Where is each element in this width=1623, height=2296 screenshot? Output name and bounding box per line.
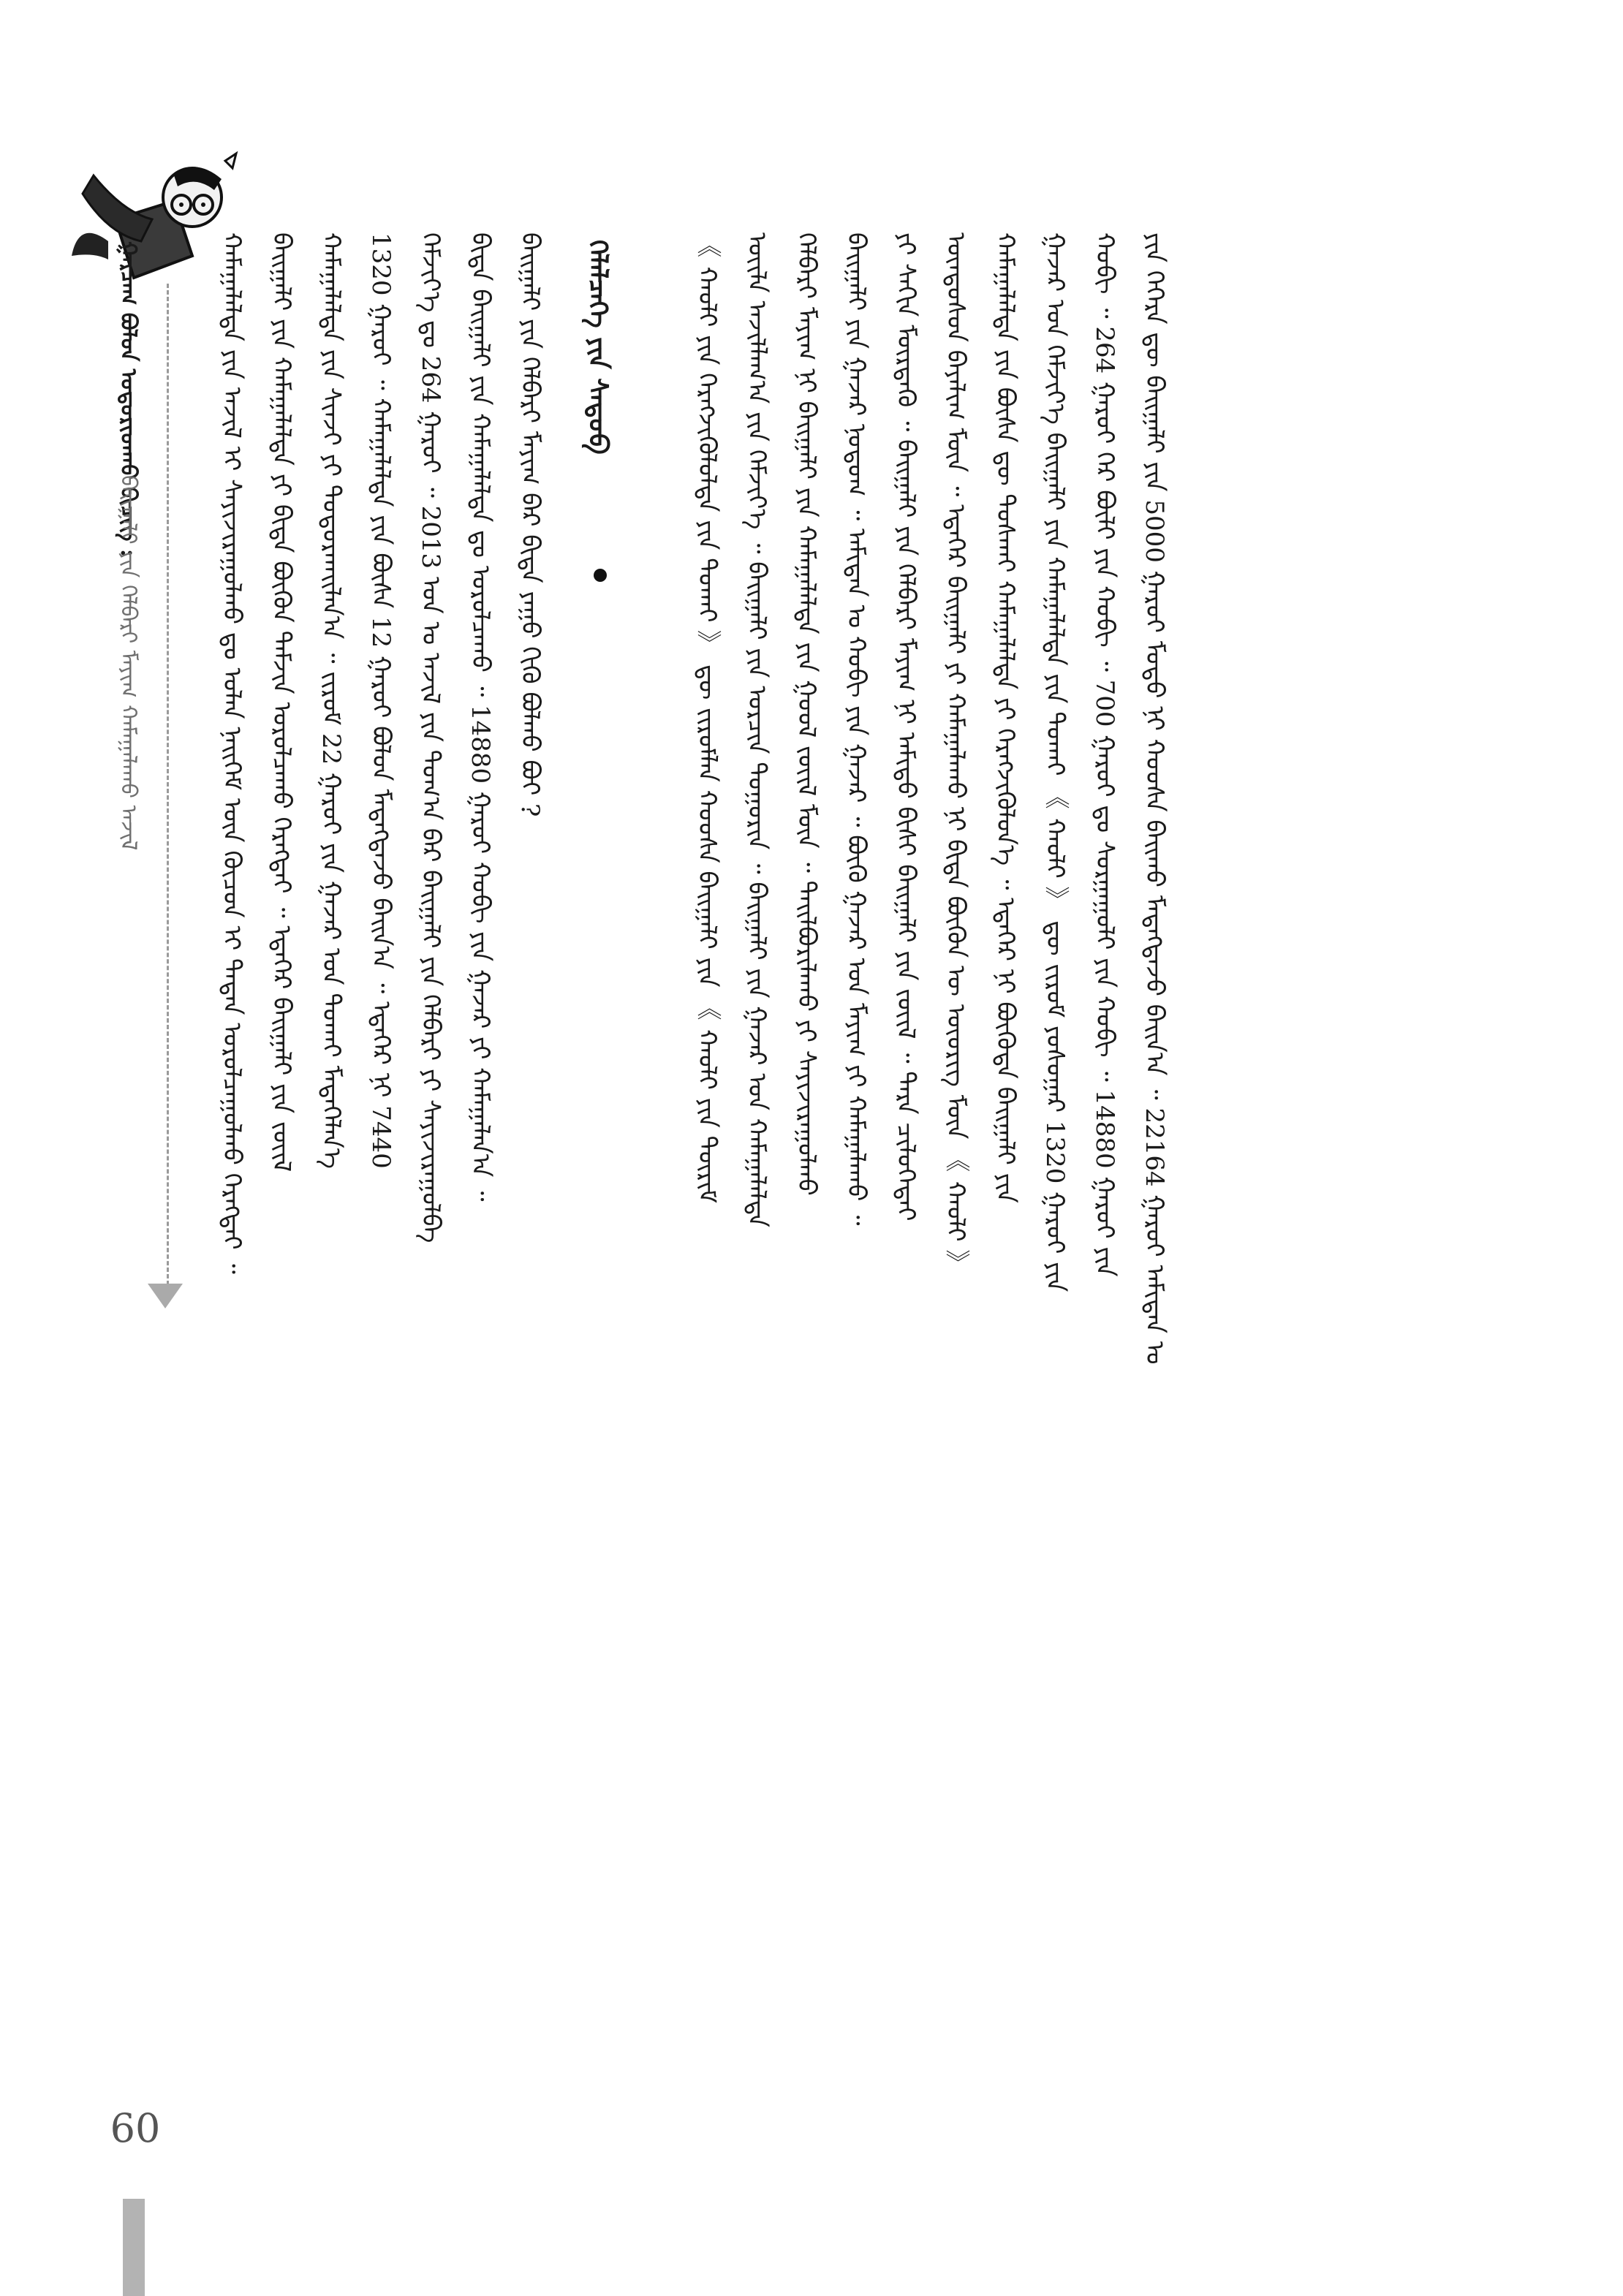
paragraph-1-line: ᠬᠡᠯᠪᠡᠷᠢ ᠮᠠᠶᠢᠭ ᠨᠢ ᠪᠠᠢᠭᠠᠯᠢ ᠶᠢᠨ ᠬᠠᠮᠠᠭᠠᠯᠠᠯᠲᠠ ᠶᠢᠨ ᠭᠣᠣᠯ ᠵᠦᠢᠯ ᠮᠥᠨ ᠃ ᠲᠠᠢᠯᠪᠤᠷᠢᠯᠠᠬᠤ ᠶᠢ ᠰᠠᠶᠢᠵᠢᠷᠠᠭᠤᠯᠬᠤ — [792, 232, 821, 1196]
paragraph-1-line: ᠬᠤᠪᠢ ᠃ 264 ᠭᠠᠷᠤᠢ ᠭᠡᠷ ᠪᠦᠯᠢ ᠶᠢᠨ ᠬᠤᠪᠢ ᠃ 700 ᠭᠠᠷᠤᠢ ᠳᠤ ᠰᠤᠷᠭᠠᠭᠤᠯᠢ ᠶᠢᠨ ᠬᠤᠪᠢ ᠃ 14880 ᠭᠠᠷᠤᠢ ᠶᠢᠨ — [1090, 232, 1119, 1277]
paragraph-2-line: ᠪᠠᠢᠭᠠᠯᠢ ᠶᠢᠨ ᠬᠠᠮᠠᠭᠠᠯᠠᠯᠲᠠ ᠶᠢ ᠪᠢᠳᠡ ᠪᠦᠬᠦᠨ ᠳᠡᠮᠵᠢᠨ ᠣᠷᠤᠯᠴᠠᠬᠤ ᠬᠡᠷᠡᠭᠲᠡᠢ ᠃ ᠡᠳᠡᠭᠡᠷ ᠪᠠᠢᠭᠠᠯᠢ ᠶᠢᠨ ᠵᠦᠢᠯ — [267, 232, 296, 1172]
paragraph-1-line: 《 ᠬᠠᠤᠯᠢ ᠶᠢᠨ ᠬᠡᠷᠡᠭᠵᠢᠭᠦᠯᠦᠯᠲᠡ ᠶᠢᠨ ᠲᠤᠬᠠᠢ 》 ᠳᠦ ᠵᠢᠷᠤᠮᠯᠠᠨ ᠬᠣᠣᠰᠠ ᠪᠠᠢᠭᠠᠯᠢ ᠶᠢᠨ 《 ᠬᠠᠤᠯᠢ ᠶᠢᠨ ᠳᠦᠷᠢᠮ — [692, 232, 722, 1203]
paragraph-2-line: ᠬᠡᠮᠵᠢᠶ᠎ᠡ ᠳᠤ 264 ᠭᠠᠷᠤᠢ ᠃ 2013 ᠣᠨ ᠤ ᠠᠵᠢᠯ ᠶᠢᠨ ᠲᠣᠭ᠎ᠠ ᠪᠠᠷ ᠪᠠᠢᠭᠠᠯᠢ ᠶᠢᠨ ᠬᠡᠯᠪᠡᠷᠢ ᠶᠢ ᠰᠠᠶᠢᠵᠢᠷᠠᠭᠤᠯᠪᠠ — [416, 232, 445, 1243]
running-header-subtitle: ᠪᠠᠢᠭᠠᠯᠢ ᠶᠢᠨ ᠬᠡᠯᠪᠡᠷᠢ ᠮᠠᠶᠢᠭ ᠬᠠᠮᠠᠭᠠᠯᠠᠬᠤ ᠠᠵᠢᠯ — [116, 475, 141, 851]
paragraph-1-line: ᠶᠢᠨ ᠬᠡᠭᠡᠷᠡ ᠳᠦ ᠪᠠᠢᠭᠠᠯᠢ ᠶᠢᠨ 5000 ᠭᠠᠷᠤᠢ ᠮᠣᠳᠤ ᠨᠢ ᠬᠣᠣᠰᠠ ᠪᠠᠢᠬᠤ ᠮᠡᠳᠡᠭᠳᠡᠵᠦ ᠪᠠᠢᠨ᠎ᠠ ᠃ 22164 ᠭᠠᠷᠤᠢ ᠠᠮᠢᠲᠠᠨ ᠤ — [1140, 232, 1169, 1365]
running-header-title: ᠭᠠᠷᠴᠠᠭ ᠪᠣᠯᠤᠨ ᠤᠳᠤᠷᠢᠳᠬᠤ ᠪᠢᠴᠢᠭ : — [116, 241, 141, 557]
paragraph-2-line: ᠬᠠᠮᠠᠭᠠᠯᠠᠯᠲᠠ ᠶᠢᠨ ᠰᠢᠨᠵᠢ ᠶᠢ ᠲᠣᠳᠤᠷᠬᠠᠢᠯᠠᠨ᠎ᠠ ᠃ ᠵᠢᠷᠤᠮ 22 ᠭᠠᠷᠤᠢ ᠶᠢᠨ ᠭᠠᠵᠠᠷ ᠤᠨ ᠲᠤᠬᠠᠢ ᠮᠡᠳᠡᠭᠡᠯᠡᠨ᠎ᠡ — [317, 232, 346, 1169]
paragraph-2-line: ᠪᠢᠳᠡ ᠪᠠᠢᠭᠠᠯᠢ ᠶᠢᠨ ᠬᠠᠮᠠᠭᠠᠯᠠᠯᠲᠠ ᠳᠤ ᠣᠷᠤᠯᠴᠠᠬᠤ ᠃ 14880 ᠭᠠᠷᠤᠢ ᠬᠤᠪᠢ ᠶᠢᠨ ᠭᠠᠵᠠᠷ ᠶᠢ ᠬᠠᠮᠠᠭᠠᠯᠠᠨ᠎ᠠ ᠃ — [466, 232, 495, 1202]
paragraph-2-line: ᠬᠠᠮᠠᠭᠠᠯᠠᠯᠲᠠ ᠶᠢᠨ ᠠᠵᠢᠯ ᠢ ᠰᠠᠶᠢᠵᠢᠷᠠᠭᠤᠯᠬᠤ ᠳᠤ ᠣᠯᠠᠨ ᠨᠡᠢᠭᠡᠮ ᠦᠨ ᠬᠦᠴᠦᠨ ᠢ ᠲᠠᠲᠠᠨ ᠣᠷᠤᠯᠴᠠᠭᠤᠯᠬᠤ ᠬᠡᠷᠡᠭᠲᠡᠢ ᠃ — [217, 232, 246, 1274]
paragraph-1-line: ᠬᠠᠮᠠᠭᠠᠯᠠᠯᠲᠠ ᠶᠢᠨ ᠪᠦᠰᠡ ᠳᠦ ᠲᠤᠰᠬᠠᠢ ᠬᠠᠮᠠᠭᠠᠯᠠᠯᠲᠠ ᠶᠢ ᠬᠡᠷᠡᠭᠵᠢᠭᠦᠯᠦᠨ᠎ᠡ ᠃ ᠡᠳᠡᠭᠡᠷ ᠨᠢ ᠪᠦᠭᠦᠳᠡ ᠪᠠᠢᠭᠠᠯᠢ ᠶᠢᠨ — [991, 232, 1020, 1203]
paragraph-1-line: ᠦᠢᠯᠡ ᠠᠵᠢᠯᠯᠠᠭ᠎ᠠ ᠶᠢᠨ ᠬᠡᠮᠵᠢᠶ᠎ᠡ ᠃ ᠪᠠᠢᠭᠠᠯᠢ ᠶᠢᠨ ᠣᠷᠴᠢᠨ ᠲᠣᠭᠣᠷᠢᠨ ᠃ ᠪᠠᠢᠭᠠᠯᠢ ᠶᠢᠨ ᠭᠠᠵᠠᠷ ᠤᠨ ᠬᠠᠮᠠᠭᠠᠯᠠᠯᠲᠠ — [742, 232, 771, 1227]
paragraph-2-line: 1320 ᠭᠠᠷᠤᠢ ᠃ ᠬᠠᠮᠠᠭᠠᠯᠠᠯᠲᠠ ᠶᠢᠨ ᠪᠦᠰᠡ 12 ᠭᠠᠷᠤᠢ ᠪᠣᠯᠤᠨ ᠮᠡᠳᠡᠭᠳᠡᠵᠦ ᠪᠠᠢᠨ᠎ᠠ ᠃ ᠡᠳᠡᠭᠡᠷ ᠨᠢ 7440 — [366, 232, 396, 1169]
paragraph-2-line: ᠪᠠᠢᠭᠠᠯᠢ ᠶᠢᠨ ᠬᠡᠯᠪᠡᠷᠢ ᠮᠠᠶᠢᠭ ᠪᠠᠷ ᠪᠢᠳᠡ ᠶᠠᠭᠤ ᠬᠢᠬᠦ ᠪᠣᠯᠬᠤ ᠪᠤᠢ ? — [515, 232, 545, 817]
bullet-icon — [594, 569, 607, 582]
page-edge-bar — [123, 2199, 145, 2296]
paragraph-1-line: ᠦᠨᠳᠦᠰᠦᠨ ᠪᠠᠶᠠᠯᠢᠭ ᠮᠥᠨ ᠃ ᠡᠳᠡᠭᠡᠷ ᠪᠠᠢᠭᠠᠯᠢ ᠶᠢ ᠬᠠᠮᠠᠭᠠᠯᠠᠬᠤ ᠨᠢ ᠪᠢᠳᠡ ᠪᠦᠬᠦᠨ ᠦ ᠦᠦᠷᠢᠭ ᠮᠥᠨ 《 ᠬᠠᠤᠯᠢ 》 — [941, 232, 970, 1276]
paragraph-1-line: ᠭᠠᠵᠠᠷ ᠤᠨ ᠬᠡᠮᠵᠢᠶ᠎ᠡ ᠪᠠᠢᠭᠠᠯᠢ ᠶᠢᠨ ᠬᠠᠮᠠᠭᠠᠯᠠᠯᠲᠠ ᠶᠢᠨ ᠲᠤᠬᠠᠢ 《 ᠬᠠᠤᠯᠢ 》 ᠳᠦ ᠵᠢᠷᠤᠮ ᠶᠣᠰᠣᠭᠠᠷ 1320 ᠭᠠᠷᠤᠢ ᠶᠢᠨ — [1040, 232, 1070, 1292]
header-arrow-icon — [148, 1284, 183, 1308]
page-number: 60 — [110, 2105, 161, 2151]
cartoon-mascot-icon — [64, 132, 240, 300]
paragraph-1-line: ᠶᠢ ᠰᠠᠬᠢᠨ ᠮᠥᠷᠳᠡᠭᠦ ᠃ ᠪᠠᠢᠭᠠᠯᠢ ᠶᠢᠨ ᠬᠡᠯᠪᠡᠷᠢ ᠮᠠᠶᠢᠭ ᠨᠢ ᠠᠮᠢᠳᠤ ᠪᠢᠰᠢ ᠪᠠᠢᠭᠠᠯᠢ ᠶᠢᠨ ᠵᠦᠢᠯ ᠃ ᠲᠡᠷᠡ ᠴᠢᠯᠦᠭᠡᠲᠡᠢ — [891, 232, 920, 1221]
paragraph-1-line: ᠪᠠᠢᠭᠠᠯᠢ ᠶᠢᠨ ᠭᠠᠵᠠᠷ ᠨᠤᠲᠤᠭ ᠃ ᠠᠮᠢᠲᠠᠨ ᠤ ᠬᠤᠪᠢ ᠶᠢᠨ ᠭᠠᠵᠠᠷ ᠃ ᠪᠦᠬᠦ ᠭᠠᠵᠠᠷ ᠤᠨ ᠮᠠᠶᠢᠭ ᠶᠢ ᠬᠠᠮᠠᠭᠠᠯᠠᠬᠤ ᠃ — [841, 232, 871, 1226]
section-heading: ᠬᠡᠯᠡᠯᠴᠡᠭᠡ ᠶᠢᠨ ᠰᠡᠳᠦᠪ — [583, 240, 613, 455]
header-divider — [167, 284, 169, 1285]
